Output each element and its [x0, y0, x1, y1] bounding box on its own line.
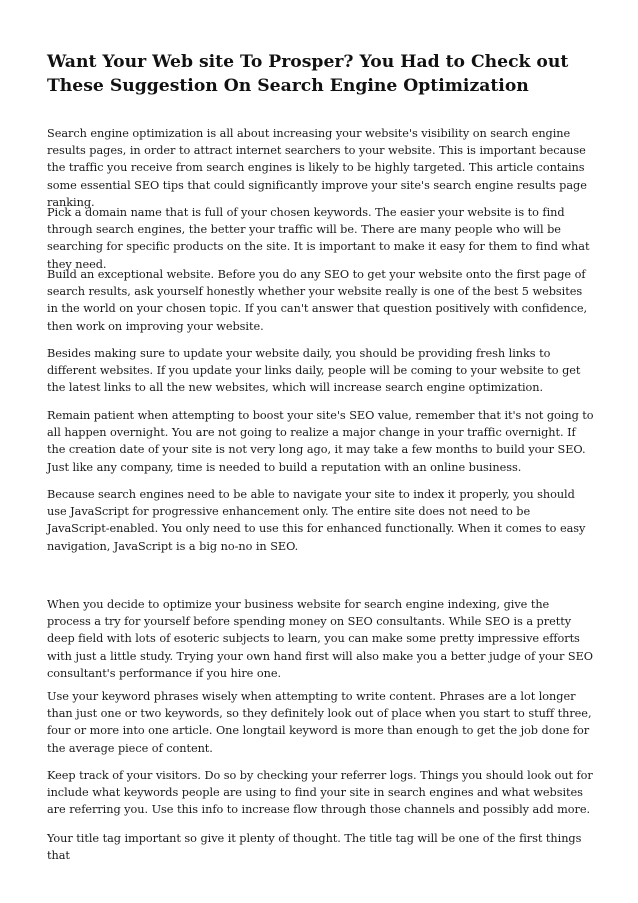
paragraph-6: Because search engines need to be able to navigate your site to index it properly, you should use JavaScript for progressive enhancement only. The entire site does not need to be JavaScript-enabled. You only need to use this for enhanced functionally. When it comes to easy navigation, JavaScript is a big no-no in SEO. — [47, 488, 586, 553]
paragraph-5: Remain patient when attempting to boost your site's SEO value, remember that it's not going to all happen overnight. You are not going to realize a major change in your traffic overnight. If the creation date of your site is not very long ago, it may take a few months to build your SEO. Just like any company, time is needed to build a reputation with an online business. — [47, 409, 594, 474]
paragraph-1: Search engine optimization is all about increasing your website's visibility on search engine results pages, in order to attract internet searchers to your website. This is important because the traffic you receive from search engines is likely to be highly targeted. This article contains some essential SEO tips that could significantly improve your site's search engine results page ranking. — [47, 127, 587, 209]
paragraph-3: Build an exceptional website. Before you do any SEO to get your website onto the first page of search results, ask yourself honestly whether your website really is one of the best 5 websites in the world on your chosen topic. If you can't answer that question positively with confidence, then work on improving your website. — [47, 268, 588, 333]
paragraph-8: Use your keyword phrases wisely when attempting to write content. Phrases are a lot longer than just one or two keywords, so they definitely look out of place when you start to stuff three, four or more into one article. One longtail keyword is more than enough to get the job done for the average piece of content. — [47, 690, 592, 755]
paragraph-7: When you decide to optimize your business website for search engine indexing, give the process a try for yourself before spending money on SEO consultants. While SEO is a pretty deep field with lots of esoteric subjects to learn, you can make some pretty impressive efforts with just a little study. Trying your own hand first will also make you a better judge of your SEO consultant's performance if you hire one. — [47, 598, 594, 680]
paragraph-9: Keep track of your visitors. Do so by checking your referrer logs. Things you should look out for include what keywords people are using to find your site in search engines and what websites are referring you. Use this info to increase flow through those channels and possibly add more. — [47, 769, 593, 817]
paragraph-10: Your title tag important so give it plenty of thought. The title tag will be one of the first things that — [47, 832, 582, 863]
paragraph-2: Pick a domain name that is full of your chosen keywords. The easier your website is to find through search engines, the better your traffic will be. There are many people who will be searching for specific products on the site. It is important to make it easy for them to find what they need. — [47, 206, 590, 271]
document-title: Want Your Web site To Prosper? You Had to Check out These Suggestion On Search Engine Optimization — [47, 52, 569, 96]
paragraph-4: Besides making sure to update your website daily, you should be providing fresh links to different websites. If you update your links daily, people will be coming to your website to get the latest links to all the new websites, which will increase search engine optimization. — [47, 347, 581, 395]
